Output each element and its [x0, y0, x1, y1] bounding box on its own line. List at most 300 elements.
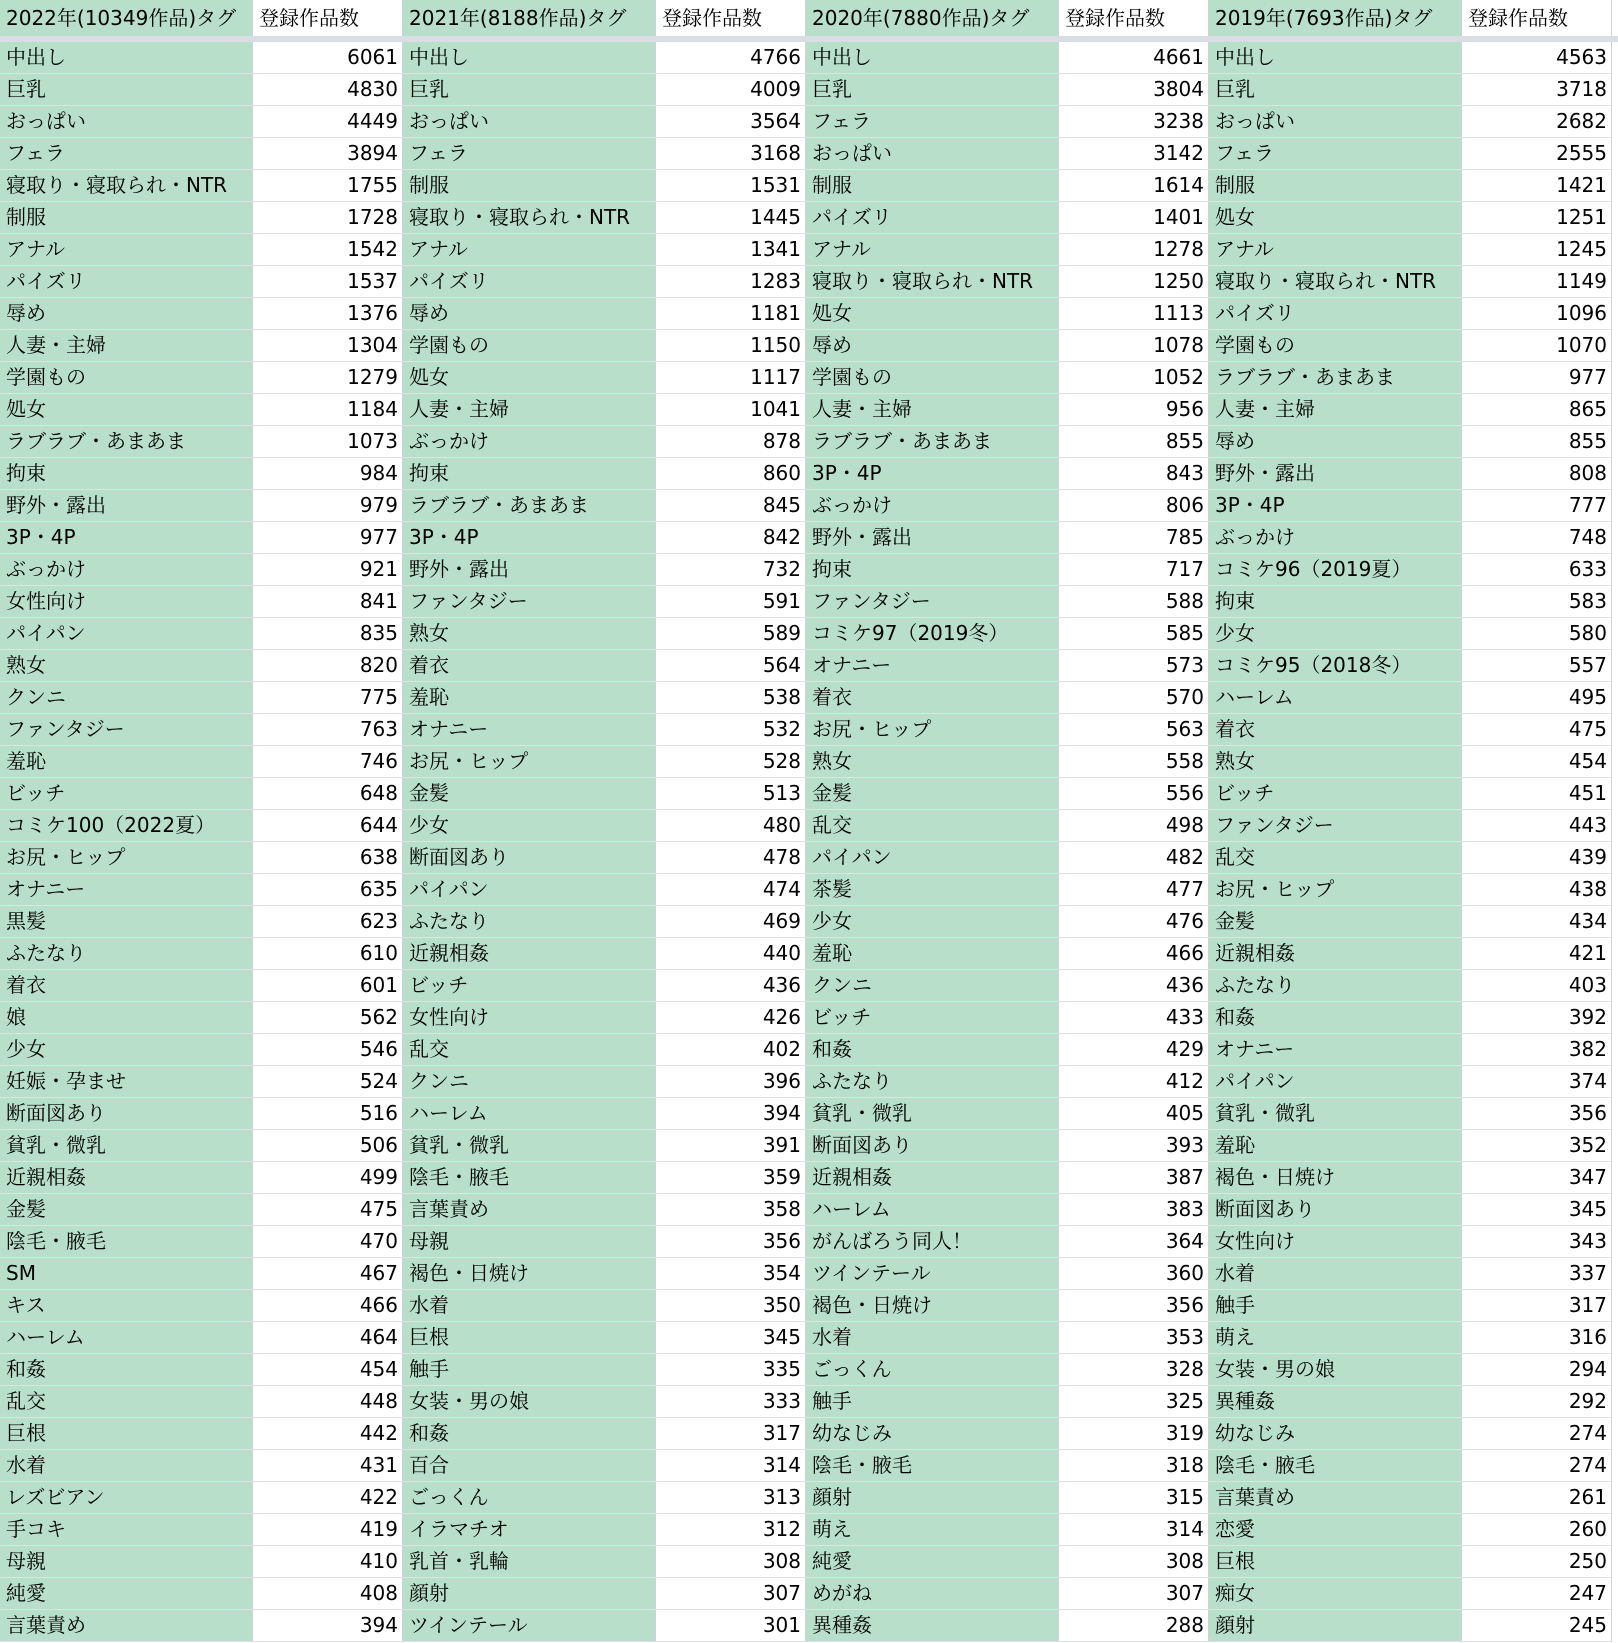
tag-cell[interactable]: 寝取り・寝取られ・NTR [0, 170, 253, 202]
count-cell[interactable]: 1113 [1059, 298, 1209, 330]
tag-cell[interactable]: 拘束 [403, 458, 656, 490]
count-cell[interactable]: 585 [1059, 618, 1209, 650]
count-cell[interactable]: 6061 [253, 42, 403, 74]
tag-cell[interactable]: 近親相姦 [0, 1162, 253, 1194]
tag-cell[interactable]: フェラ [0, 138, 253, 170]
tag-cell[interactable]: 辱め [403, 298, 656, 330]
tag-cell[interactable]: 人妻・主婦 [403, 394, 656, 426]
tag-cell[interactable]: ビッチ [1209, 778, 1462, 810]
tag-cell[interactable]: 水着 [403, 1290, 656, 1322]
count-cell[interactable]: 333 [656, 1386, 806, 1418]
tag-cell[interactable]: ふたなり [0, 938, 253, 970]
count-cell[interactable]: 855 [1059, 426, 1209, 458]
tag-cell[interactable]: 寝取り・寝取られ・NTR [1209, 266, 1462, 298]
tag-cell[interactable]: 制服 [1209, 170, 1462, 202]
tag-cell[interactable]: 乱交 [1209, 842, 1462, 874]
count-cell[interactable]: 394 [656, 1098, 806, 1130]
count-cell[interactable]: 1341 [656, 234, 806, 266]
count-cell[interactable]: 480 [656, 810, 806, 842]
count-cell[interactable]: 356 [1462, 1098, 1612, 1130]
count-cell[interactable]: 318 [1059, 1450, 1209, 1482]
tag-cell[interactable]: 和姦 [403, 1418, 656, 1450]
count-cell[interactable]: 314 [656, 1450, 806, 1482]
count-cell[interactable]: 558 [1059, 746, 1209, 778]
tag-cell[interactable]: 3P・4P [1209, 490, 1462, 522]
tag-cell[interactable]: 母親 [403, 1226, 656, 1258]
tag-cell[interactable]: 幼なじみ [806, 1418, 1059, 1450]
tag-cell[interactable]: 陰毛・腋毛 [403, 1162, 656, 1194]
count-cell[interactable]: 979 [253, 490, 403, 522]
tag-cell[interactable]: 少女 [806, 906, 1059, 938]
count-cell[interactable]: 383 [1059, 1194, 1209, 1226]
tag-cell[interactable]: 拘束 [806, 554, 1059, 586]
tag-cell[interactable]: 羞恥 [806, 938, 1059, 970]
count-cell[interactable]: 648 [253, 778, 403, 810]
count-cell[interactable]: 396 [656, 1066, 806, 1098]
count-cell[interactable]: 1542 [253, 234, 403, 266]
tag-cell[interactable]: お尻・ヒップ [0, 842, 253, 874]
tag-cell[interactable]: ラブラブ・あまあま [403, 490, 656, 522]
count-cell[interactable]: 328 [1059, 1354, 1209, 1386]
count-cell[interactable]: 524 [253, 1066, 403, 1098]
tag-cell[interactable]: 顔射 [806, 1482, 1059, 1514]
tag-cell[interactable]: 異種姦 [806, 1610, 1059, 1642]
tag-cell[interactable]: パイズリ [403, 266, 656, 298]
tag-cell[interactable]: 巨乳 [403, 74, 656, 106]
count-cell[interactable]: 623 [253, 906, 403, 938]
tag-cell[interactable]: 着衣 [0, 970, 253, 1002]
count-cell[interactable]: 354 [656, 1258, 806, 1290]
tag-cell[interactable]: 辱め [1209, 426, 1462, 458]
tag-cell[interactable]: 和姦 [1209, 1002, 1462, 1034]
count-cell[interactable]: 356 [1059, 1290, 1209, 1322]
tag-cell[interactable]: 茶髪 [806, 874, 1059, 906]
count-cell[interactable]: 843 [1059, 458, 1209, 490]
tag-cell[interactable]: 処女 [0, 394, 253, 426]
count-cell[interactable]: 434 [1462, 906, 1612, 938]
tag-cell[interactable]: 陰毛・腋毛 [1209, 1450, 1462, 1482]
tag-cell[interactable]: 巨根 [0, 1418, 253, 1450]
count-cell[interactable]: 443 [1462, 810, 1612, 842]
count-cell[interactable]: 513 [656, 778, 806, 810]
tag-cell[interactable]: 近親相姦 [806, 1162, 1059, 1194]
count-cell[interactable]: 638 [253, 842, 403, 874]
count-cell[interactable]: 467 [253, 1258, 403, 1290]
tag-cell[interactable]: 母親 [0, 1546, 253, 1578]
count-cell[interactable]: 387 [1059, 1162, 1209, 1194]
tag-cell[interactable]: ラブラブ・あまあま [1209, 362, 1462, 394]
tag-cell[interactable]: 羞恥 [403, 682, 656, 714]
header-tag-cell[interactable]: 2022年(10349作品)タグ [0, 0, 253, 36]
count-cell[interactable]: 4766 [656, 42, 806, 74]
count-cell[interactable]: 1052 [1059, 362, 1209, 394]
tag-cell[interactable]: パイパン [1209, 1066, 1462, 1098]
tag-cell[interactable]: お尻・ヒップ [403, 746, 656, 778]
count-cell[interactable]: 495 [1462, 682, 1612, 714]
count-cell[interactable]: 1421 [1462, 170, 1612, 202]
count-cell[interactable]: 464 [253, 1322, 403, 1354]
count-cell[interactable]: 313 [656, 1482, 806, 1514]
tag-cell[interactable]: 金髪 [0, 1194, 253, 1226]
tag-cell[interactable]: 野外・露出 [403, 554, 656, 586]
count-cell[interactable]: 808 [1462, 458, 1612, 490]
tag-cell[interactable]: 触手 [1209, 1290, 1462, 1322]
tag-cell[interactable]: ぶっかけ [0, 554, 253, 586]
count-cell[interactable]: 477 [1059, 874, 1209, 906]
count-cell[interactable]: 573 [1059, 650, 1209, 682]
count-cell[interactable]: 3168 [656, 138, 806, 170]
tag-cell[interactable]: クンニ [0, 682, 253, 714]
tag-cell[interactable]: 水着 [0, 1450, 253, 1482]
count-cell[interactable]: 475 [1462, 714, 1612, 746]
count-cell[interactable]: 591 [656, 586, 806, 618]
tag-cell[interactable]: クンニ [806, 970, 1059, 1002]
tag-cell[interactable]: ふたなり [403, 906, 656, 938]
tag-cell[interactable]: 水着 [1209, 1258, 1462, 1290]
count-cell[interactable]: 402 [656, 1034, 806, 1066]
tag-cell[interactable]: 少女 [0, 1034, 253, 1066]
count-cell[interactable]: 3718 [1462, 74, 1612, 106]
tag-cell[interactable]: 萌え [806, 1514, 1059, 1546]
count-cell[interactable]: 635 [253, 874, 403, 906]
tag-cell[interactable]: 着衣 [806, 682, 1059, 714]
tag-cell[interactable]: 巨乳 [806, 74, 1059, 106]
tag-cell[interactable]: お尻・ヒップ [1209, 874, 1462, 906]
tag-cell[interactable]: 3P・4P [806, 458, 1059, 490]
count-cell[interactable]: 466 [253, 1290, 403, 1322]
tag-cell[interactable]: 巨乳 [0, 74, 253, 106]
tag-cell[interactable]: 人妻・主婦 [806, 394, 1059, 426]
tag-cell[interactable]: 制服 [403, 170, 656, 202]
count-cell[interactable]: 392 [1462, 1002, 1612, 1034]
count-cell[interactable]: 358 [656, 1194, 806, 1226]
count-cell[interactable]: 1070 [1462, 330, 1612, 362]
tag-cell[interactable]: コミケ97（2019冬） [806, 618, 1059, 650]
count-cell[interactable]: 546 [253, 1034, 403, 1066]
tag-cell[interactable]: オナニー [0, 874, 253, 906]
tag-cell[interactable]: ぶっかけ [806, 490, 1059, 522]
tag-cell[interactable]: 女性向け [1209, 1226, 1462, 1258]
count-cell[interactable]: 1283 [656, 266, 806, 298]
tag-cell[interactable]: ぶっかけ [403, 426, 656, 458]
tag-cell[interactable]: 処女 [403, 362, 656, 394]
tag-cell[interactable]: 異種姦 [1209, 1386, 1462, 1418]
tag-cell[interactable]: 百合 [403, 1450, 656, 1482]
count-cell[interactable]: 337 [1462, 1258, 1612, 1290]
count-cell[interactable]: 564 [656, 650, 806, 682]
tag-cell[interactable]: 言葉責め [1209, 1482, 1462, 1514]
count-cell[interactable]: 785 [1059, 522, 1209, 554]
tag-cell[interactable]: 処女 [1209, 202, 1462, 234]
tag-cell[interactable]: 少女 [1209, 618, 1462, 650]
count-cell[interactable]: 4661 [1059, 42, 1209, 74]
count-cell[interactable]: 410 [253, 1546, 403, 1578]
count-cell[interactable]: 314 [1059, 1514, 1209, 1546]
tag-cell[interactable]: 言葉責め [0, 1610, 253, 1642]
tag-cell[interactable]: 黒髪 [0, 906, 253, 938]
count-cell[interactable]: 1279 [253, 362, 403, 394]
tag-cell[interactable]: ごっくん [403, 1482, 656, 1514]
tag-cell[interactable]: 辱め [0, 298, 253, 330]
tag-cell[interactable]: 女装・男の娘 [1209, 1354, 1462, 1386]
count-cell[interactable]: 394 [253, 1610, 403, 1642]
count-cell[interactable]: 1250 [1059, 266, 1209, 298]
tag-cell[interactable]: 陰毛・腋毛 [806, 1450, 1059, 1482]
tag-cell[interactable]: 顔射 [403, 1578, 656, 1610]
count-cell[interactable]: 1728 [253, 202, 403, 234]
tag-cell[interactable]: ハーレム [806, 1194, 1059, 1226]
header-count-cell[interactable]: 登録作品数 [656, 0, 806, 36]
count-cell[interactable]: 308 [656, 1546, 806, 1578]
count-cell[interactable]: 247 [1462, 1578, 1612, 1610]
count-cell[interactable]: 732 [656, 554, 806, 586]
count-cell[interactable]: 360 [1059, 1258, 1209, 1290]
count-cell[interactable]: 436 [1059, 970, 1209, 1002]
count-cell[interactable]: 408 [253, 1578, 403, 1610]
tag-cell[interactable]: 3P・4P [403, 522, 656, 554]
count-cell[interactable]: 1184 [253, 394, 403, 426]
tag-cell[interactable]: ふたなり [1209, 970, 1462, 1002]
count-cell[interactable]: 3804 [1059, 74, 1209, 106]
tag-cell[interactable]: イラマチオ [403, 1514, 656, 1546]
count-cell[interactable]: 921 [253, 554, 403, 586]
count-cell[interactable]: 308 [1059, 1546, 1209, 1578]
tag-cell[interactable]: 水着 [806, 1322, 1059, 1354]
tag-cell[interactable]: 熟女 [1209, 746, 1462, 778]
tag-cell[interactable]: 着衣 [403, 650, 656, 682]
tag-cell[interactable]: SM [0, 1258, 253, 1290]
tag-cell[interactable]: パイズリ [0, 266, 253, 298]
tag-cell[interactable]: コミケ95（2018冬） [1209, 650, 1462, 682]
count-cell[interactable]: 439 [1462, 842, 1612, 874]
count-cell[interactable]: 1376 [253, 298, 403, 330]
tag-cell[interactable]: オナニー [1209, 1034, 1462, 1066]
tag-cell[interactable]: ごっくん [806, 1354, 1059, 1386]
count-cell[interactable]: 984 [253, 458, 403, 490]
count-cell[interactable]: 436 [656, 970, 806, 1002]
tag-cell[interactable]: ファンタジー [0, 714, 253, 746]
tag-cell[interactable]: 中出し [1209, 42, 1462, 74]
tag-cell[interactable]: クンニ [403, 1066, 656, 1098]
count-cell[interactable]: 421 [1462, 938, 1612, 970]
count-cell[interactable]: 1401 [1059, 202, 1209, 234]
count-cell[interactable]: 763 [253, 714, 403, 746]
tag-cell[interactable]: ビッチ [0, 778, 253, 810]
tag-cell[interactable]: 制服 [0, 202, 253, 234]
count-cell[interactable]: 4563 [1462, 42, 1612, 74]
count-cell[interactable]: 312 [656, 1514, 806, 1546]
count-cell[interactable]: 454 [1462, 746, 1612, 778]
tag-cell[interactable]: フェラ [403, 138, 656, 170]
tag-cell[interactable]: 女装・男の娘 [403, 1386, 656, 1418]
count-cell[interactable]: 1181 [656, 298, 806, 330]
count-cell[interactable]: 528 [656, 746, 806, 778]
tag-cell[interactable]: 近親相姦 [1209, 938, 1462, 970]
count-cell[interactable]: 746 [253, 746, 403, 778]
header-tag-cell[interactable]: 2021年(8188作品)タグ [403, 0, 656, 36]
count-cell[interactable]: 775 [253, 682, 403, 714]
tag-cell[interactable]: パイパン [403, 874, 656, 906]
count-cell[interactable]: 405 [1059, 1098, 1209, 1130]
count-cell[interactable]: 466 [1059, 938, 1209, 970]
tag-cell[interactable]: キス [0, 1290, 253, 1322]
count-cell[interactable]: 1096 [1462, 298, 1612, 330]
tag-cell[interactable]: ファンタジー [403, 586, 656, 618]
tag-cell[interactable]: ハーレム [403, 1098, 656, 1130]
tag-cell[interactable]: 学園もの [806, 362, 1059, 394]
tag-cell[interactable]: パイズリ [806, 202, 1059, 234]
count-cell[interactable]: 364 [1059, 1226, 1209, 1258]
count-cell[interactable]: 292 [1462, 1386, 1612, 1418]
tag-cell[interactable]: ビッチ [806, 1002, 1059, 1034]
count-cell[interactable]: 433 [1059, 1002, 1209, 1034]
tag-cell[interactable]: コミケ100（2022夏） [0, 810, 253, 842]
tag-cell[interactable]: 手コキ [0, 1514, 253, 1546]
tag-cell[interactable]: 巨乳 [1209, 74, 1462, 106]
tag-cell[interactable]: 萌え [1209, 1322, 1462, 1354]
tag-cell[interactable]: 近親相姦 [403, 938, 656, 970]
tag-cell[interactable]: めがね [806, 1578, 1059, 1610]
count-cell[interactable]: 260 [1462, 1514, 1612, 1546]
tag-cell[interactable]: 貧乳・微乳 [0, 1130, 253, 1162]
count-cell[interactable]: 343 [1462, 1226, 1612, 1258]
count-cell[interactable]: 403 [1462, 970, 1612, 1002]
count-cell[interactable]: 878 [656, 426, 806, 458]
count-cell[interactable]: 3894 [253, 138, 403, 170]
tag-cell[interactable]: 学園もの [403, 330, 656, 362]
count-cell[interactable]: 865 [1462, 394, 1612, 426]
tag-cell[interactable]: 金髪 [1209, 906, 1462, 938]
count-cell[interactable]: 482 [1059, 842, 1209, 874]
count-cell[interactable]: 426 [656, 1002, 806, 1034]
count-cell[interactable]: 1755 [253, 170, 403, 202]
count-cell[interactable]: 777 [1462, 490, 1612, 522]
count-cell[interactable]: 335 [656, 1354, 806, 1386]
count-cell[interactable]: 2682 [1462, 106, 1612, 138]
count-cell[interactable]: 845 [656, 490, 806, 522]
tag-cell[interactable]: 純愛 [806, 1546, 1059, 1578]
count-cell[interactable]: 442 [253, 1418, 403, 1450]
count-cell[interactable]: 317 [1462, 1290, 1612, 1322]
count-cell[interactable]: 1149 [1462, 266, 1612, 298]
count-cell[interactable]: 245 [1462, 1610, 1612, 1642]
tag-cell[interactable]: 触手 [403, 1354, 656, 1386]
tag-cell[interactable]: 乳首・乳輪 [403, 1546, 656, 1578]
count-cell[interactable]: 474 [656, 874, 806, 906]
tag-cell[interactable]: 娘 [0, 1002, 253, 1034]
count-cell[interactable]: 419 [253, 1514, 403, 1546]
tag-cell[interactable]: 中出し [403, 42, 656, 74]
tag-cell[interactable]: 学園もの [1209, 330, 1462, 362]
count-cell[interactable]: 1445 [656, 202, 806, 234]
count-cell[interactable]: 438 [1462, 874, 1612, 906]
count-cell[interactable]: 440 [656, 938, 806, 970]
count-cell[interactable]: 391 [656, 1130, 806, 1162]
tag-cell[interactable]: お尻・ヒップ [806, 714, 1059, 746]
count-cell[interactable]: 448 [253, 1386, 403, 1418]
count-cell[interactable]: 451 [1462, 778, 1612, 810]
tag-cell[interactable]: 褐色・日焼け [806, 1290, 1059, 1322]
count-cell[interactable]: 1073 [253, 426, 403, 458]
count-cell[interactable]: 382 [1462, 1034, 1612, 1066]
count-cell[interactable]: 315 [1059, 1482, 1209, 1514]
header-tag-cell[interactable]: 2020年(7880作品)タグ [806, 0, 1059, 36]
count-cell[interactable]: 422 [253, 1482, 403, 1514]
count-cell[interactable]: 601 [253, 970, 403, 1002]
count-cell[interactable]: 2555 [1462, 138, 1612, 170]
tag-cell[interactable]: オナニー [806, 650, 1059, 682]
tag-cell[interactable]: ツインテール [403, 1610, 656, 1642]
count-cell[interactable]: 556 [1059, 778, 1209, 810]
count-cell[interactable]: 806 [1059, 490, 1209, 522]
tag-cell[interactable]: 処女 [806, 298, 1059, 330]
tag-cell[interactable]: 寝取り・寝取られ・NTR [806, 266, 1059, 298]
count-cell[interactable]: 3142 [1059, 138, 1209, 170]
tag-cell[interactable]: 妊娠・孕ませ [0, 1066, 253, 1098]
count-cell[interactable]: 350 [656, 1290, 806, 1322]
tag-cell[interactable]: 人妻・主婦 [0, 330, 253, 362]
tag-cell[interactable]: 寝取り・寝取られ・NTR [403, 202, 656, 234]
tag-cell[interactable]: 幼なじみ [1209, 1418, 1462, 1450]
tag-cell[interactable]: 野外・露出 [806, 522, 1059, 554]
count-cell[interactable]: 855 [1462, 426, 1612, 458]
tag-cell[interactable]: 陰毛・腋毛 [0, 1226, 253, 1258]
tag-cell[interactable]: 恋愛 [1209, 1514, 1462, 1546]
count-cell[interactable]: 345 [1462, 1194, 1612, 1226]
count-cell[interactable]: 274 [1462, 1418, 1612, 1450]
tag-cell[interactable]: 褐色・日焼け [1209, 1162, 1462, 1194]
count-cell[interactable]: 261 [1462, 1482, 1612, 1514]
count-cell[interactable]: 4830 [253, 74, 403, 106]
count-cell[interactable]: 374 [1462, 1066, 1612, 1098]
tag-cell[interactable]: 羞恥 [0, 746, 253, 778]
count-cell[interactable]: 470 [253, 1226, 403, 1258]
tag-cell[interactable]: 貧乳・微乳 [806, 1098, 1059, 1130]
tag-cell[interactable]: 女性向け [0, 586, 253, 618]
tag-cell[interactable]: ファンタジー [1209, 810, 1462, 842]
count-cell[interactable]: 748 [1462, 522, 1612, 554]
tag-cell[interactable]: 貧乳・微乳 [403, 1130, 656, 1162]
count-cell[interactable]: 359 [656, 1162, 806, 1194]
count-cell[interactable]: 301 [656, 1610, 806, 1642]
count-cell[interactable]: 476 [1059, 906, 1209, 938]
count-cell[interactable]: 353 [1059, 1322, 1209, 1354]
tag-cell[interactable]: ビッチ [403, 970, 656, 1002]
tag-cell[interactable]: おっぱい [806, 138, 1059, 170]
count-cell[interactable]: 454 [253, 1354, 403, 1386]
tag-cell[interactable]: 3P・4P [0, 522, 253, 554]
count-cell[interactable]: 294 [1462, 1354, 1612, 1386]
count-cell[interactable]: 4009 [656, 74, 806, 106]
tag-cell[interactable]: 制服 [806, 170, 1059, 202]
count-cell[interactable]: 1531 [656, 170, 806, 202]
tag-cell[interactable]: 野外・露出 [1209, 458, 1462, 490]
count-cell[interactable]: 3238 [1059, 106, 1209, 138]
count-cell[interactable]: 307 [1059, 1578, 1209, 1610]
count-cell[interactable]: 589 [656, 618, 806, 650]
tag-cell[interactable]: フェラ [1209, 138, 1462, 170]
tag-cell[interactable]: アナル [0, 234, 253, 266]
count-cell[interactable]: 499 [253, 1162, 403, 1194]
count-cell[interactable]: 1537 [253, 266, 403, 298]
count-cell[interactable]: 1117 [656, 362, 806, 394]
count-cell[interactable]: 317 [656, 1418, 806, 1450]
tag-cell[interactable]: おっぱい [1209, 106, 1462, 138]
tag-cell[interactable]: 和姦 [806, 1034, 1059, 1066]
count-cell[interactable]: 841 [253, 586, 403, 618]
count-cell[interactable]: 570 [1059, 682, 1209, 714]
count-cell[interactable]: 250 [1462, 1546, 1612, 1578]
